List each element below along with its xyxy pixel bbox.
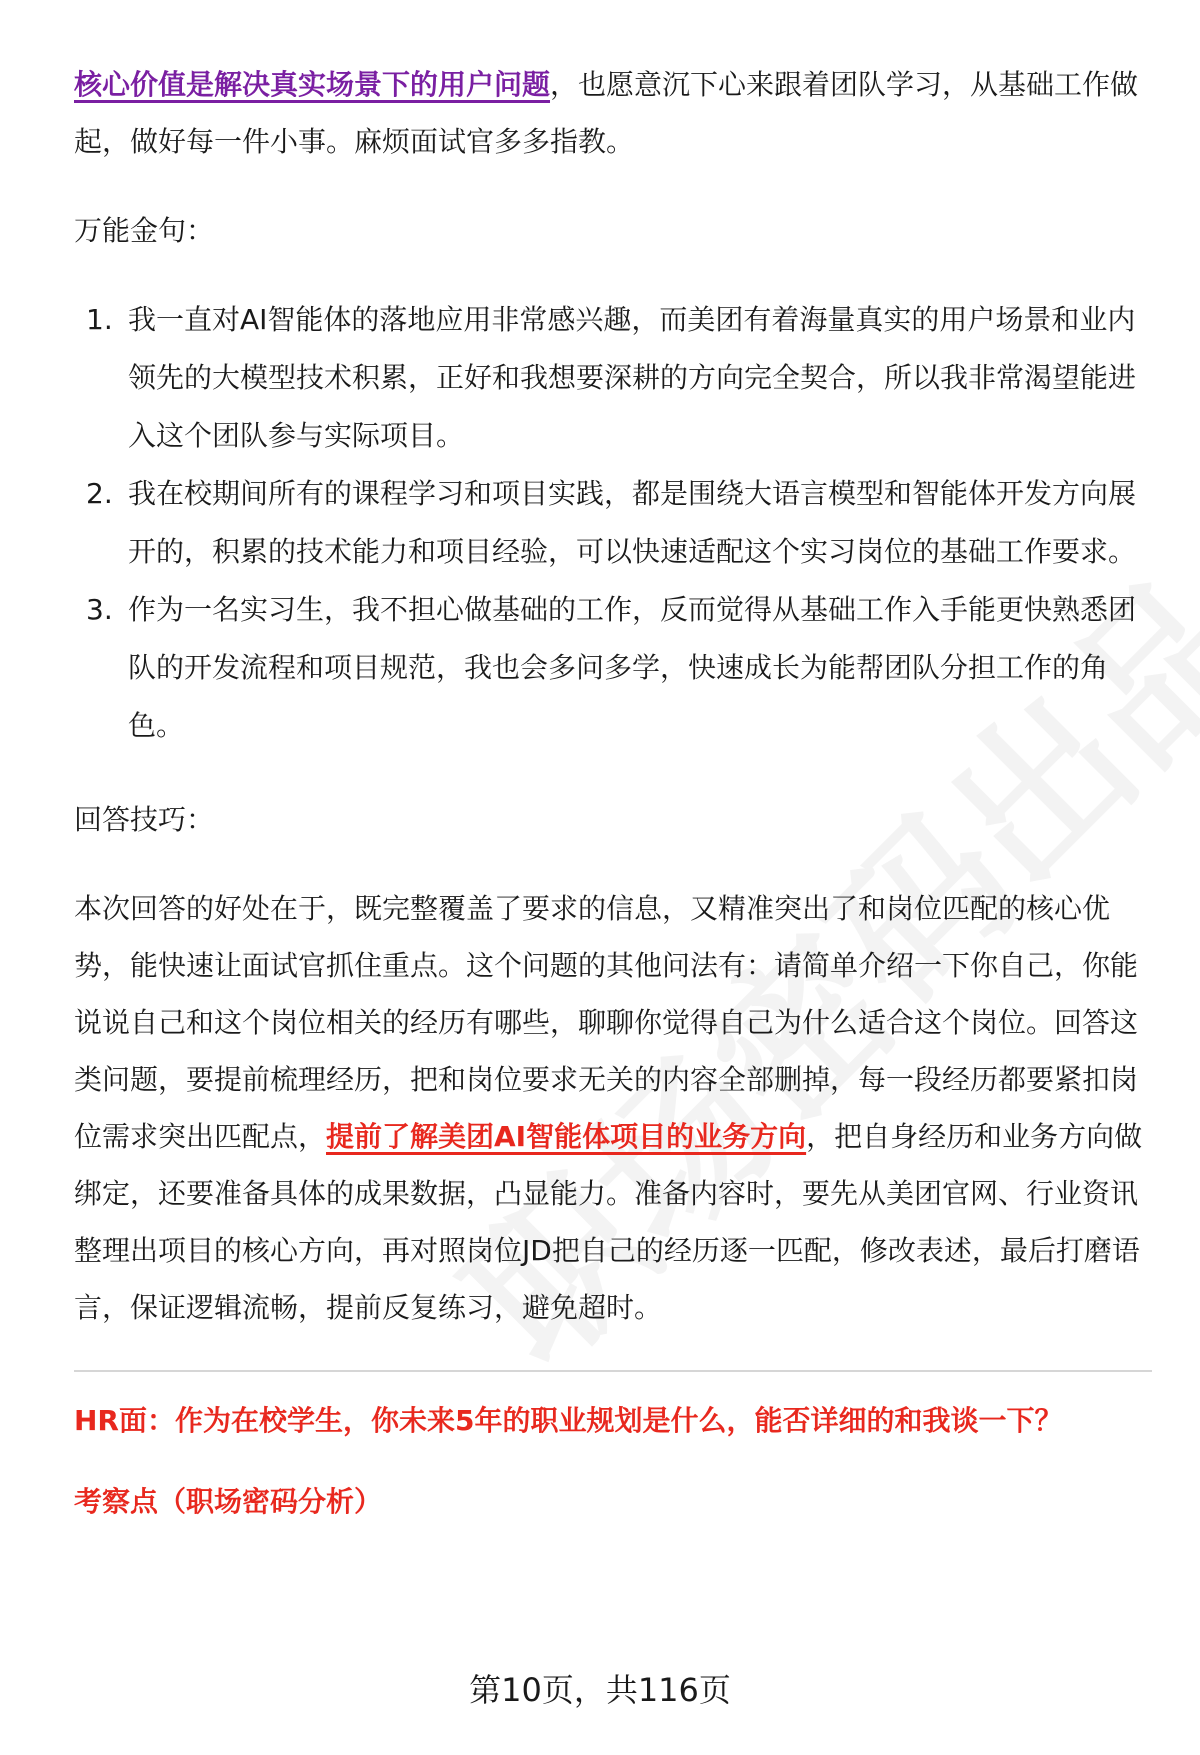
intro-emphasis: 核心价值是解决真实场景下的用户问题 — [74, 68, 551, 101]
tips-text-2: ，把自身经历和业务方向做绑定，还要准备具体的成果数据，凸显能力。准备内容时，要先从美团官网、行业资讯整理出项目的核心方向，再对照岗位JD把自己的经历逐一匹配，修改表述，最后打磨语言，保证逻辑流畅，提前反复练习，避免超时。 — [74, 1120, 1143, 1324]
page-content — [74, 56, 1152, 1530]
analysis-heading: 考察点（职场密码分析） — [74, 1485, 383, 1518]
intro-paragraph — [74, 56, 1152, 170]
golden-sentence-list — [74, 291, 1152, 755]
list-item-text: 我在校期间所有的课程学习和项目实践，都是围绕大语言模型和智能体开发方向展开的，积累的技术能力和项目经验，可以快速适配这个实习岗位的基础工作要求。 — [128, 477, 1137, 568]
list-item — [74, 465, 1152, 581]
golden-sentence-label: 万能金句： — [74, 214, 215, 247]
intro-text: ，也愿意沉下心来跟着团队学习，从基础工作做起，做好每一件小事。麻烦面试官多多指教。 — [74, 68, 1139, 158]
list-item-text: 我一直对AI智能体的落地应用非常感兴趣，而美团有着海量真实的用户场景和业内领先的大模型技术积累，正好和我想要深耕的方向完全契合，所以我非常渴望能进入这个团队参与实际项目。 — [128, 303, 1137, 452]
tips-text-1: 本次回答的好处在于，既完整覆盖了要求的信息，又精准突出了和岗位匹配的核心优势，能快速让面试官抓住重点。这个问题的其他问法有：请简单介绍一下你自己，你能说说自己和这个岗位相关的经历有哪些，聊聊你觉得自己为什么适合这个岗位。回答这类问题，要提前梳理经历，把和岗位要求无关的内容全部删掉，每一段经历都要紧扣岗位需求突出匹配点， — [74, 892, 1139, 1153]
section-divider — [74, 1370, 1152, 1372]
list-item-number: 2. — [86, 477, 113, 510]
answer-tips-paragraph — [74, 880, 1152, 1336]
list-item-number: 1. — [86, 303, 113, 336]
list-item-number: 3. — [86, 593, 113, 626]
list-item-text: 作为一名实习生，我不担心做基础的工作，反而觉得从基础工作入手能更快熟悉团队的开发流程和项目规范，我也会多问多学，快速成长为能帮团队分担工作的角色。 — [128, 593, 1137, 742]
page-footer: 第10页，共116页 — [469, 1671, 731, 1709]
tips-emphasis: 提前了解美团AI智能体项目的业务方向 — [326, 1120, 807, 1153]
hr-question-heading: HR面：作为在校学生，你未来5年的职业规划是什么，能否详细的和我谈一下？ — [74, 1404, 1063, 1437]
answer-tips-label: 回答技巧： — [74, 803, 215, 836]
list-item — [74, 581, 1152, 755]
list-item — [74, 291, 1152, 465]
